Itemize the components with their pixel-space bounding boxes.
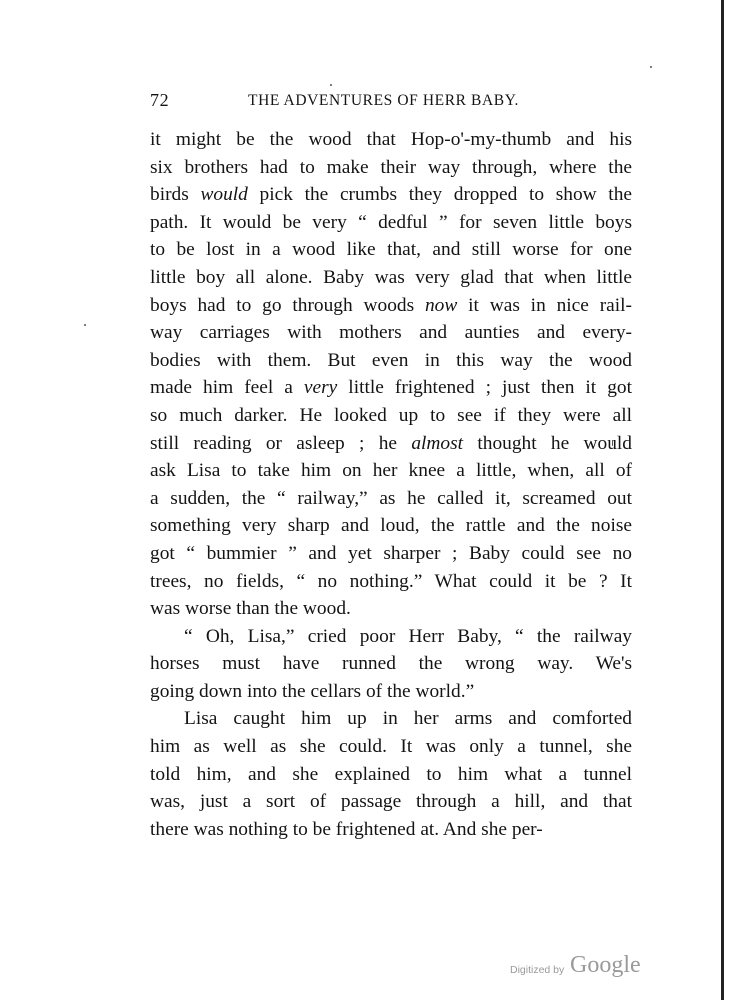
text-line: so much darker. He looked up to see if they were all (150, 404, 632, 426)
running-header (150, 90, 630, 114)
italic-emphasis: almost (411, 432, 464, 454)
text-line: was worse than the wood. (150, 598, 351, 620)
text-segment: pick the crumbs they dropped to show the (247, 184, 632, 206)
text-segment: still reading or asleep ; he (150, 432, 412, 454)
text-line: little boy all alone. Baby was very glad that when little (150, 266, 632, 288)
text-line: there was nothing to be frightened at. And she per- (150, 818, 543, 840)
page-edge-rule (721, 0, 724, 1000)
text-line: “ Oh, Lisa,” cried poor Herr Baby, “ the railway (184, 625, 632, 647)
body-text (150, 126, 632, 843)
scan-speck (84, 324, 86, 326)
text-segment: birds (150, 184, 201, 206)
text-line (150, 181, 632, 209)
digitized-by-label: Digitized by (510, 964, 565, 976)
text-segment: it was in nice rail- (457, 294, 632, 316)
text-line: path. It would be very “ dedful ” for seven little boys (150, 211, 632, 233)
text-line: trees, no fields, “ no nothing.” What could it be ? It (150, 570, 632, 592)
text-line: something very sharp and loud, the rattle and the noise (150, 515, 632, 537)
text-line (150, 374, 632, 402)
google-logo: Google (570, 952, 641, 978)
scan-speck (650, 66, 652, 68)
italic-emphasis: would (200, 184, 248, 206)
text-line: ask Lisa to take him on her knee a little, when, all of (150, 460, 632, 482)
text-line: a sudden, the “ railway,” as he called it, screamed out (150, 487, 632, 509)
text-line: it might be the wood that Hop-o'-my-thumb and his (150, 129, 632, 150)
text-line: him as well as she could. It was only a tunnel, she (150, 736, 632, 758)
text-line (150, 430, 632, 458)
italic-emphasis: very (303, 377, 338, 399)
text-line: way carriages with mothers and aunties and every- (150, 322, 632, 344)
italic-emphasis: now (424, 294, 458, 316)
text-segment: made him feel a (150, 377, 304, 399)
text-line (150, 292, 632, 320)
text-line: got “ bummier ” and yet sharper ; Baby could see no (150, 542, 632, 564)
running-title: THE ADVENTURES OF HERR BABY. (248, 92, 519, 109)
scan-speck (330, 84, 332, 86)
text-segment: boys had to go through woods (150, 294, 425, 316)
text-segment: thought he would (463, 432, 632, 454)
page-number: 72 (150, 90, 170, 110)
text-line: bodies with them. But even in this way the wood (150, 349, 632, 371)
text-line: was, just a sort of passage through a hill, and that (150, 791, 632, 813)
digitized-by-google-watermark (510, 952, 670, 982)
text-line: Lisa caught him up in her arms and comforted (184, 708, 632, 730)
text-line: going down into the cellars of the world.” (150, 680, 475, 702)
text-segment: little frightened ; just then it got (337, 377, 632, 399)
text-line: six brothers had to make their way through, where the (150, 156, 632, 178)
text-line: told him, and she explained to him what a tunnel (150, 763, 632, 785)
text-line: horses must have runned the wrong way. We's (150, 653, 632, 675)
text-line: to be lost in a wood like that, and still worse for one (150, 239, 632, 261)
